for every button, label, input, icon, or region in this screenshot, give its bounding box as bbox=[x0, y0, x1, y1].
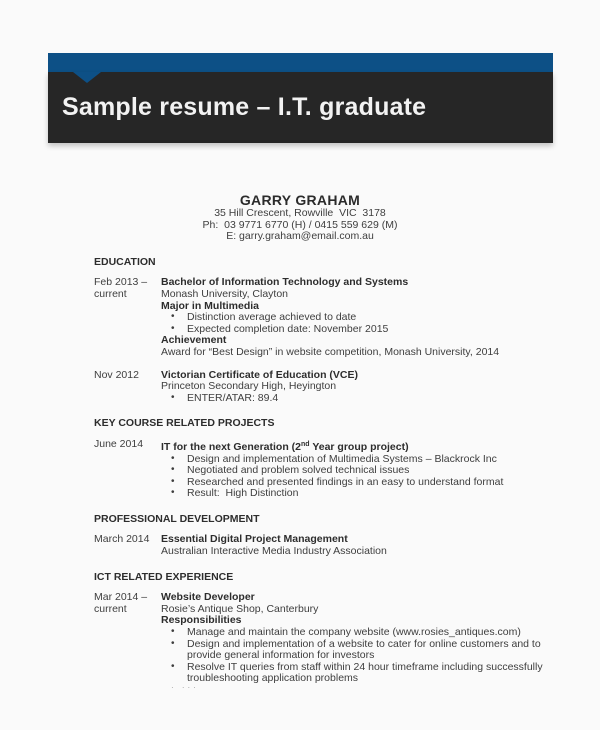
title-banner bbox=[48, 53, 553, 143]
contact-email: E: garry.graham@email.com.au bbox=[226, 230, 374, 243]
bullet-icon: • bbox=[171, 637, 175, 649]
text-run: IT for the next Generation (2 bbox=[161, 440, 302, 453]
line-text: Award for “Best Design” in website competition, Monash University, 2014 bbox=[161, 345, 500, 358]
line-text: Design and implementation of a website to cater for online customers and to provide general information for investors bbox=[187, 637, 541, 662]
line-text bbox=[161, 441, 409, 453]
resume-section bbox=[94, 514, 600, 558]
resume-entry bbox=[94, 439, 600, 500]
line-text: Princeton Secondary High, Heyington bbox=[161, 380, 337, 393]
resume-section bbox=[94, 257, 600, 405]
sections bbox=[0, 257, 600, 691]
line-text: Design and implementation of Multimedia Systems – Blackrock Inc bbox=[187, 452, 497, 465]
bullet-item bbox=[161, 488, 555, 500]
entry-date bbox=[94, 370, 161, 405]
entry-date bbox=[94, 592, 161, 691]
bullet-icon: • bbox=[171, 391, 175, 403]
resume-entry bbox=[94, 534, 600, 557]
date-line: March 2014 bbox=[94, 533, 150, 546]
entry-date bbox=[94, 534, 161, 557]
entry-line bbox=[161, 439, 555, 454]
line-text: · ··· bbox=[171, 685, 199, 691]
line-text: Essential Digital Project Management bbox=[161, 533, 348, 546]
candidate-name: GARRY GRAHAM bbox=[239, 192, 361, 208]
triangle-down-icon bbox=[73, 72, 101, 83]
line-text: Australian Interactive Media Industry Association bbox=[161, 545, 387, 558]
contact-phone: Ph: 03 9771 6770 (H) / 0415 559 629 (M) bbox=[202, 218, 398, 231]
entry-line bbox=[161, 546, 555, 558]
entry-content bbox=[161, 370, 555, 405]
contact-address: 35 Hill Crescent, Rowville VIC 3178 bbox=[214, 207, 386, 219]
bullet-icon: • bbox=[171, 464, 175, 476]
resume-section bbox=[94, 418, 600, 500]
bullet-item bbox=[161, 662, 555, 685]
line-text: Rosie’s Antique Shop, Canterbury bbox=[161, 602, 319, 615]
text-run: Year group project) bbox=[309, 440, 409, 453]
line-text: Expected completion date: November 2015 bbox=[187, 322, 389, 335]
resume-entry bbox=[94, 592, 600, 691]
line-text: ENTER/ATAR: 89.4 bbox=[187, 391, 279, 404]
bullet-item bbox=[161, 639, 555, 662]
entry-content bbox=[161, 277, 555, 358]
entry-date bbox=[94, 439, 161, 500]
entry-content bbox=[161, 592, 555, 691]
superscript-text: nd bbox=[301, 440, 310, 448]
resume-content bbox=[0, 192, 600, 702]
bullet-icon: • bbox=[171, 475, 175, 487]
bullet-icon: • bbox=[171, 660, 175, 672]
line-text: Bachelor of Information Technology and Systems bbox=[161, 276, 409, 289]
section-heading: PROFESSIONAL DEVELOPMENT bbox=[94, 512, 260, 525]
date-line: current bbox=[94, 602, 127, 615]
line-text: Responsibilities bbox=[161, 614, 242, 627]
section-heading: EDUCATION bbox=[94, 255, 156, 268]
resume-section bbox=[94, 572, 600, 691]
resume-entry bbox=[94, 370, 600, 405]
line-text: Manage and maintain the company website (www.rosies_antiques.com) bbox=[187, 626, 521, 639]
bullet-icon: • bbox=[171, 322, 175, 334]
date-line: current bbox=[94, 287, 127, 300]
page-title: Sample resume – I.T. graduate bbox=[62, 93, 427, 121]
line-text: Result: High Distinction bbox=[187, 487, 299, 500]
banner-dark-bar bbox=[48, 72, 553, 143]
banner-accent-bar bbox=[48, 53, 553, 72]
line-text: Monash University, Clayton bbox=[161, 287, 289, 300]
entry-line bbox=[161, 685, 555, 691]
bullet-icon: • bbox=[171, 452, 175, 464]
entry-line bbox=[161, 347, 555, 359]
resume-entry bbox=[94, 277, 600, 358]
entry-content bbox=[161, 534, 555, 557]
line-text: Website Developer bbox=[161, 591, 255, 604]
bullet-icon: • bbox=[171, 311, 175, 323]
date-line: Nov 2012 bbox=[94, 368, 139, 381]
section-heading: ICT RELATED EXPERIENCE bbox=[94, 570, 234, 583]
line-text: Researched and presented findings in an easy to understand format bbox=[187, 475, 504, 488]
bullet-item bbox=[161, 393, 555, 405]
line-text: Distinction average achieved to date bbox=[187, 311, 357, 324]
date-line: June 2014 bbox=[94, 437, 144, 450]
line-text: Victorian Certificate of Education (VCE) bbox=[161, 368, 359, 381]
entry-content bbox=[161, 439, 555, 500]
line-text: Resolve IT queries from staff within 24 hour timeframe including successfully troubleshooting application problems bbox=[187, 660, 543, 685]
contact-block bbox=[0, 192, 600, 243]
date-line: Mar 2014 – bbox=[94, 591, 148, 604]
section-heading: KEY COURSE RELATED PROJECTS bbox=[94, 417, 275, 430]
bullet-icon: • bbox=[171, 626, 175, 638]
date-line: Feb 2013 – bbox=[94, 276, 148, 289]
bullet-icon: • bbox=[171, 487, 175, 499]
line-text: Major in Multimedia bbox=[161, 299, 260, 312]
line-text: Negotiated and problem solved technical issues bbox=[187, 464, 410, 477]
entry-date bbox=[94, 277, 161, 358]
line-text: Achievement bbox=[161, 334, 227, 347]
